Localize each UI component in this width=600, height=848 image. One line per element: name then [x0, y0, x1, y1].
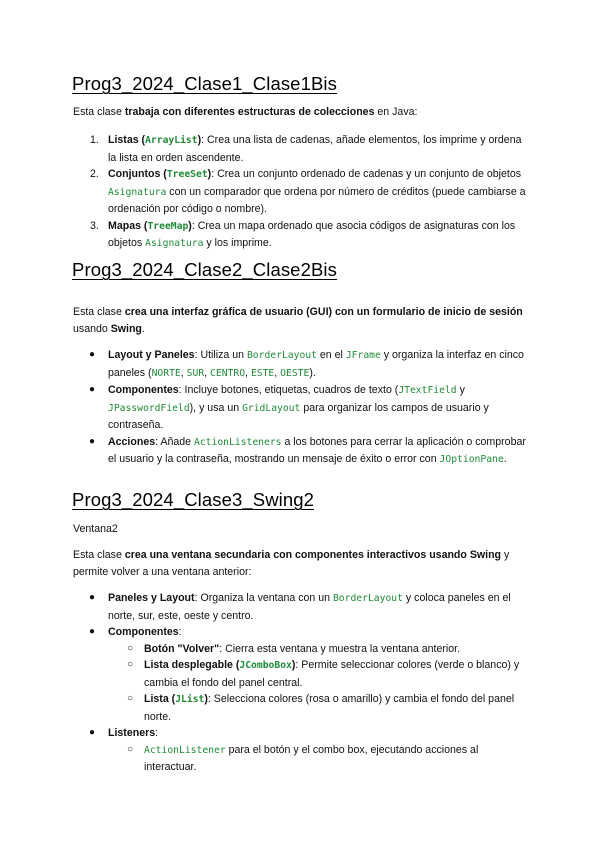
- section-3-title: Prog3_2024_Clase3_Swing2: [72, 489, 315, 510]
- components-sublist: [127, 641, 526, 726]
- section-3-list: [89, 590, 530, 776]
- listeners-sublist: [127, 742, 526, 776]
- list-item: ● Listeners: ○ ActionListener para el botón y el combo box, ejecutando acciones al interactuar.: [108, 725, 530, 776]
- section-1-title: Prog3_2024_Clase1_Clase1Bis: [72, 73, 337, 94]
- sublist-item: ○ Botón "Volver": Cierra esta ventana y muestra la ventana anterior.: [127, 642, 461, 655]
- sublist-item: ○ Lista desplegable (JComboBox): Permite seleccionar colores (verde o blanco) y cambia el fondo del panel central.: [127, 659, 520, 689]
- list-item: 1. Listas (ArrayList): Crea una lista de cadenas, añade elementos, los imprime y ordena la lista en orden ascendente.: [90, 134, 522, 164]
- list-item: ● Layout y Paneles: Utiliza un BorderLayout en el JFrame y organiza la interfaz en cinco paneles (NORTE, SUR, CENTRO, ESTE, OESTE).: [89, 349, 524, 379]
- section-2-list: [89, 347, 528, 469]
- list-item: ● Paneles y Layout: Organiza la ventana con un BorderLayout y coloca paneles en el norte, sur, este, oeste y centro.: [89, 592, 511, 622]
- section-2-intro: Esta clase crea una interfaz gráfica de usuario (GUI) con un formulario de inicio de sesión usando Swing.: [73, 306, 523, 335]
- section-1-intro: Esta clase trabaja con diferentes estructuras de colecciones en Java:: [73, 106, 418, 118]
- list-item: ● Componentes: ○ Botón "Volver": Cierra esta ventana y muestra la ventana anterior. ○ Lista desplegable (JComboBox): Permite seleccionar colores (verde o blanco) y cambia el fondo del panel central. ○ Lista (JList): Selecciona colores (rosa o amarillo) y cambia el fondo del panel norte.: [108, 624, 530, 725]
- sublist-item: ○ ActionListener para el botón y el combo box, ejecutando acciones al interactuar.: [127, 743, 479, 773]
- list-item: ● Componentes: Incluye botones, etiquetas, cuadros de texto (JTextField y JPasswordField), y usa un GridLayout para organizar los campos de usuario y contraseña.: [89, 384, 489, 431]
- section-1-list: [90, 132, 528, 253]
- list-item: 3. Mapas (TreeMap): Crea un mapa ordenado que asocia códigos de asignaturas con los objetos Asignatura y los imprime.: [90, 219, 516, 249]
- sublist-item: ○ Lista (JList): Selecciona colores (rosa o amarillo) y cambia el fondo del panel norte.: [127, 693, 515, 723]
- list-item: 2. Conjuntos (TreeSet): Crea un conjunto ordenado de cadenas y un conjunto de objetos Asignatura con un comparador que ordena por número de créditos (puede cambiarse a ordenación por código o nombre).: [90, 168, 526, 215]
- section-3-subtitle: Ventana2: [73, 523, 118, 535]
- list-item: ● Acciones: Añade ActionListeners a los botones para cerrar la aplicación o comprobar el usuario y la contraseña, mostrando un mensaje de éxito o error con JOptionPane.: [89, 435, 526, 465]
- section-2-title: Prog3_2024_Clase2_Clase2Bis: [72, 259, 337, 280]
- section-3-intro: Esta clase crea una ventana secundaria con componentes interactivos usando Swing y permite volver a una ventana anterior:: [73, 549, 510, 578]
